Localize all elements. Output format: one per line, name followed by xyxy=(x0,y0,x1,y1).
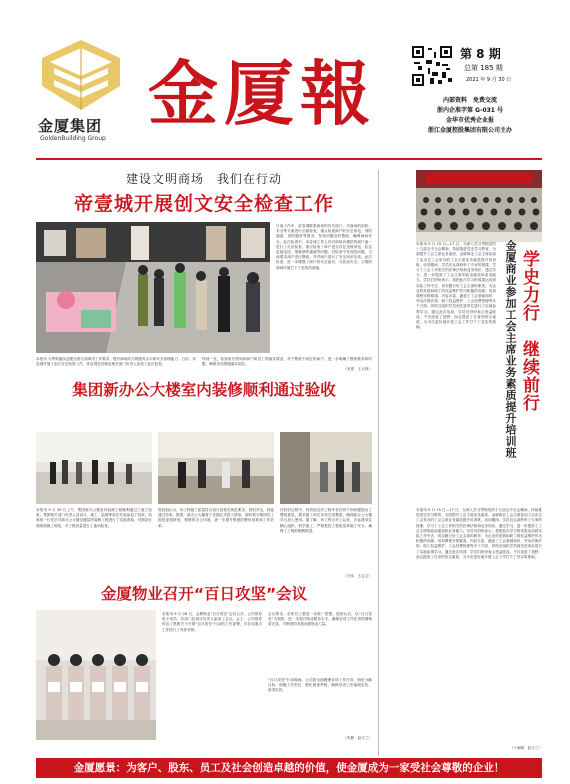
article1-author: （宋建 王大林） xyxy=(343,367,372,371)
sidebar-photo xyxy=(416,170,542,242)
info-line: 金华市优秀企业报 xyxy=(445,117,494,124)
article2-body-col1: 本报讯 9 月 30 日上午，集团新办公楼室内装修工程顺利通过了竣工验收。集团相关部门负责人及设计、施工、监理等单位代表参加了验收。验收组一行先后对新办公大楼各楼层的装修工程进行了实地查看，对照设计图纸和施工规范，对工程质量进行了逐项检查。 xyxy=(36,508,152,528)
sidebar-body-cont: 本报讯 9 月 15 日—17 日，为深入学习贯彻党的十九届五中全会精神，持续推进党史学习教育，全面提升工会主席业务素质，金厦商业工会主席参加了由市总工会举办的工会主席业务素质提升培训班。培训期间，学员们认真聆听了专家的授课，学习了工会工作相关的法律法规和业务知识，通过学习，进一步提高了工会主席的政治素质和业务能力。学员们纷纷表示，将把此次学习的成果运用到实际工作中去，切实履行好工会主席的职责，为企业的发展和职工的权益维护作出积极的贡献。培训课程安排紧凑、内容丰富，涵盖了工会基础知识、劳动法律法规、职工权益维护、工会经费管理等多个方面，同时还组织学员到先进单位进行了实地参观学习。通过此次培训，学员们纷纷表示受益匪浅，不仅拓宽了视野，而且提高了自身的综合素质，为今后更好地开展工会工作打下了坚实的基础。 xyxy=(416,508,542,559)
masthead-divider xyxy=(36,158,542,160)
brand-sub: GoldenBuilding Group xyxy=(40,135,106,142)
total-issue: 总第 185 期 xyxy=(464,64,503,72)
article2-photo-2 xyxy=(158,432,274,504)
info-line: 浙内企准字第 G-031 号 xyxy=(436,107,504,114)
article2-author: （石伟 王志文） xyxy=(343,574,372,578)
article2-body-col3: 在验收过程中，验收组还对工程中存在的个别问题提出了整改意见，要求施工单位尽快完成整改，确保新办公大楼早日投入使用。据了解，该工程自开工以来，各参建单位精心组织、科学施工，严格把控工程质量和施工安全，确保了工程的顺利推进。 xyxy=(280,508,372,533)
sidebar-body-bottom xyxy=(416,508,542,748)
sidebar-divider xyxy=(378,170,379,756)
issue-date: 2021 年 9 月 30 日 xyxy=(466,77,512,83)
info-line: 内部资料 免费交流 xyxy=(442,97,497,104)
article1-kicker: 建设文明商场 我们在行动 xyxy=(125,172,282,186)
article3-photo xyxy=(36,610,156,740)
sidebar-body: 本报讯 9 月 15 日—17 日，为深入学习贯彻党的十九届五中全会精神，持续推进党史学习教育，全面提升工会主席业务素质，金厦商业工会主席参加了由市总工会举办的工会主席业务素质提升培训班。培训期间，学员们认真聆听了专家的授课，学习了工会工作相关的法律法规和业务知识，通过学习，进一步提高了工会主席的政治素质和业务能力。学员们纷纷表示，将把此次学习的成果运用到实际工作中去，切实履行好工会主席的职责，为企业的发展和职工的权益维护作出积极的贡献。培训课程安排紧凑、内容丰富，涵盖了工会基础知识、劳动法律法规、职工权益维护、工会经费管理等多个方面，同时还组织学员到先进单位进行了实地参观学习。通过此次培训，学员们纷纷表示受益匪浅，不仅拓宽了视野，而且提高了自身的综合素质，为今后更好地开展工会工作打下了坚实的基础。 xyxy=(416,242,496,330)
article1-photo xyxy=(36,222,270,353)
sidebar-body-top xyxy=(416,242,496,504)
article1-body-right: 日前工作中，帝壹城联系商场的有关部门，对商场的消防、安全等方面进行全面检查，重点检查商户的安全用电、消防通道、消防器材等情况，发现问题及时整改，确保商场安全。此次检查中，帝壹城工作人员对商场各楼层的商户逐一进行了走访检查，重点检查了商户是否存在违规用电、私拉乱接电线、堵塞消防通道等问题，对检查中发现的问题，当场要求商户进行整改，并对商户进行了安全知识宣传。此次检查，进一步增强了商户的安全意识，为营造安全、文明的商场环境打下了坚实的基础。 xyxy=(276,224,372,270)
info-line: 浙江金厦控股集团有限公司主办 xyxy=(427,127,512,134)
sidebar-author: （于雨萌 赵丰兰） xyxy=(509,746,542,750)
footer-banner xyxy=(36,758,542,778)
newspaper-title: 金厦報 xyxy=(148,52,376,135)
masthead-info xyxy=(405,96,535,136)
brand-name: 金厦集团 xyxy=(38,117,103,135)
article2-photo-1 xyxy=(36,432,152,504)
footer-slogan: 金厦愿景：为客户、股东、员工及社会创造卓越的价值，使金厦成为一家受社会尊敬的企业！ xyxy=(73,762,505,774)
article3-headline: 金厦物业召开“百日攻坚”会议 xyxy=(100,585,308,603)
masthead xyxy=(0,0,570,160)
article3-body-col1: 本报讯 9 月 26 日，金厦物业“百日攻坚”会议召开，公司领导班子成员、各部门及项目负责人参加了会议。会上，公司领导传达了集团关于开展“百日攻坚”行动的工作部署，对各项重点工作进行了具体安排。 xyxy=(162,612,262,632)
qr-code-icon xyxy=(412,46,452,86)
article3-author: （朱静 赵丰兰） xyxy=(343,736,372,740)
article1-headline: 帝壹城开展创文安全检查工作 xyxy=(73,193,334,215)
gold-logo-icon xyxy=(40,38,122,112)
article2-headline: 集团新办公大楼室内装修顺利通过验收 xyxy=(72,381,336,399)
sidebar-headline-2: 金厦商业参加工会主席业务素质提升培训班 xyxy=(504,240,517,459)
article3-body-col3: “百日攻坚”行动期间，公司将全面梳理各项工作任务，细化分解目标，明确工作责任，强化督查考核，确保各项工作落到实处、取得实效。 xyxy=(268,678,372,693)
article2-body-col2: 验收组认为，该工程施工质量符合设计及相关规范要求，资料齐全，同意通过验收。据悉，新办公大楼将于近期正式投入使用，届时将为集团员工提供更加舒适、便捷的办公环境，进一步提升集团的整体形象和工作效率。 xyxy=(158,508,274,528)
article2-photo-3 xyxy=(280,432,372,504)
article3-body-col2: 会议要求，全体员工要进一步统一思想，提高认识，以“百日攻坚”为契机，进一步提升物业服务水平，确保各项工作任务按期保质完成，为集团的发展贡献物业力量。 xyxy=(268,612,372,627)
article1-body-bottom-left: 本报讯 为贯彻落实创建全国文明城市工作要求，提升商场的文明服务水平和安全管理能力，日前，帝壹城开展了创文安全检查工作，帝壹城总经理及相关部门负责人参加了此次检查。 xyxy=(36,357,196,367)
issue-number: 第 8 期 xyxy=(460,47,501,61)
sidebar-headline-1: 学史力行 继续前行 xyxy=(519,250,539,412)
article1-body-bottom-right: 每到一处，检查组仔细询问商户和员工的落实情况，对于整改不到位的商户，进一步明确了整改要求和时限，确保各项措施落实到位。 xyxy=(202,357,372,367)
